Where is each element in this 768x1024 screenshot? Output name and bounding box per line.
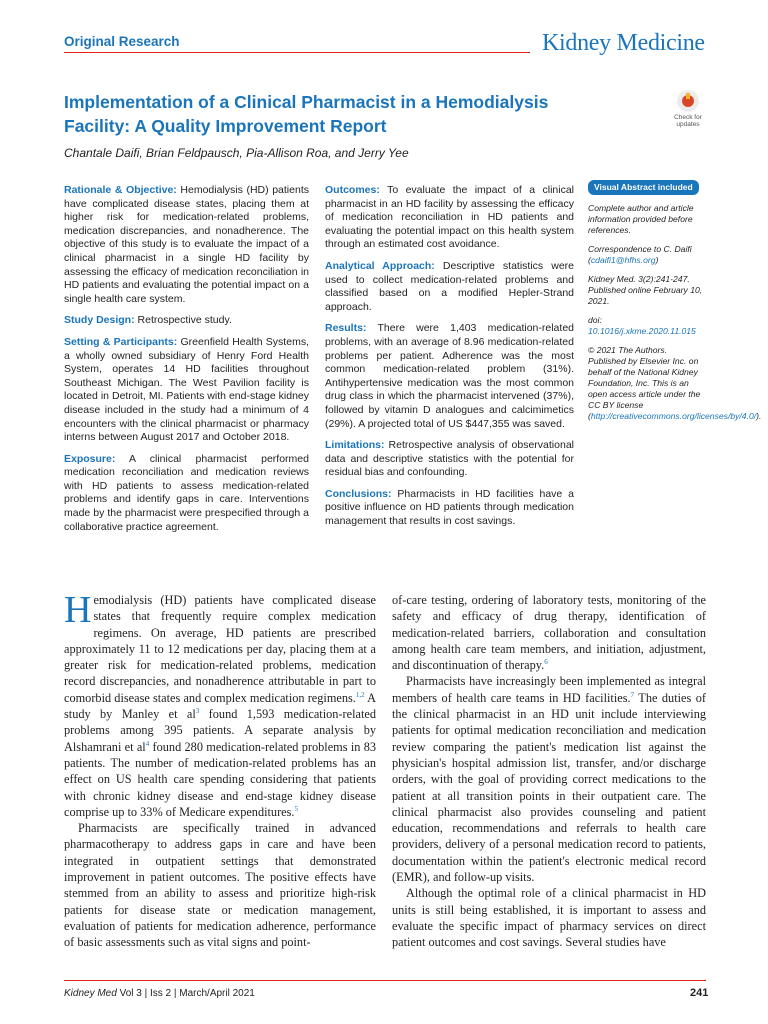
abstract-rationale <box>64 184 309 306</box>
abstract-heading: Conclusions: <box>325 487 392 500</box>
body-text: found 280 medication-related problems in 83 patients. The number of medication-related problems has an effect on US health care spending considering that patients with chronic kidney disease and end-stage kidney disease comprise up to 33% of Medicare expenditures. <box>64 739 376 819</box>
abstract-heading: Rationale & Objective: <box>64 184 177 196</box>
page-number: 241 <box>690 987 709 999</box>
abstract-text: Retrospective study. <box>137 314 232 327</box>
abstract-text: Pharmacists in HD facilities have a positive influence on HD patients through medication management that results in cost savings. <box>325 487 574 528</box>
license-suffix: ). <box>756 411 762 421</box>
correspondence <box>588 244 704 266</box>
body-paragraph <box>392 592 706 673</box>
abstract-column-left <box>64 184 309 542</box>
article-title: Implementation of a Clinical Pharmacist in a Hemodialysis Facility: A Quality Improvement Report <box>64 92 549 136</box>
body-column-right <box>392 592 706 951</box>
check-for-updates-badge[interactable] <box>670 90 706 126</box>
doi-prefix: doi: <box>588 315 602 325</box>
body-text: The duties of the clinical pharmacist in an HD unit include interviewing patients for optimal medication reconciliation and medication review comparing the patient's medication list against the physician's hospital admission list, transfer, and/or discharge orders, with the goal of providing correct medications to the patient at all transition points in their outpatient care. The clinical pharmacist also provides counseling and patient education, recommendations and referrals to health care providers, delivery of a personal medication record to patients, documentation within the patient's electronic medical record (EMR), and follow-up visits. <box>392 690 706 885</box>
author-list: Chantale Daifi, Brian Feldpausch, Pia-Allison Roa, and Jerry Yee <box>64 146 409 160</box>
section-label: Original Research <box>64 34 180 49</box>
footer-issue: Vol 3 | Iss 2 | March/April 2021 <box>116 988 255 999</box>
drop-cap: H <box>64 589 92 631</box>
body-column-left <box>64 589 376 951</box>
abstract-setting <box>64 336 309 445</box>
reference-link[interactable]: 3 <box>195 706 200 715</box>
abstract-text: Descriptive statistics were used to collect medication-related problems and classified based on a modified Hepler-Strand approach. <box>325 259 574 313</box>
abstract-heading: Results: <box>325 322 367 335</box>
abstract-conclusions <box>325 488 574 529</box>
doi-link[interactable]: 10.1016/j.xkme.2020.11.015 <box>588 326 696 336</box>
abstract-text: There were 1,403 medication-related problems, with an average of 8.96 medication-related problems per patient. Adherence was the most common medication-related problem (31%). Antihypertensive medication was the most common drug class in which the pharmacist intervened (37%), followed by vitamin D analogues and calcimimetics (29%). A projected total of US $447,355 was saved. <box>325 322 574 430</box>
correspondence-prefix: Correspondence to C. Daifi ( <box>588 244 692 265</box>
journal-logo: Kidney Medicine <box>542 30 705 56</box>
article-info-sidebar <box>588 180 762 430</box>
reference-link[interactable]: 4 <box>145 739 150 748</box>
doi <box>588 315 704 337</box>
body-text: found 1,593 medication-related problems among 395 patients. A separate analysis by Alshamrani et al <box>64 707 376 754</box>
abstract-results <box>325 322 574 431</box>
abstract-text: Retrospective analysis of observational data and descriptive statistics with the potential for residual bias and confounding. <box>325 439 574 479</box>
citation-info: Kidney Med. 3(2):241-247. Published online February 10, 2021. <box>588 274 703 306</box>
abstract-heading: Limitations: <box>325 439 385 452</box>
abstract-text: To evaluate the impact of a clinical pharmacist in an HD facility by assessing the efficacy of medication reconciliation in HD patients and evaluating the potential impact on this health system through an estimated cost avoidance. <box>325 184 574 251</box>
license-text: © 2021 The Authors. Published by Elsevier Inc. on behalf of the National Kidney Foundation, Inc. This is an open access article under the CC BY license ( <box>588 345 701 421</box>
abstract-heading: Exposure: <box>64 452 116 465</box>
reference-link[interactable]: 7 <box>630 690 635 699</box>
author-info-note: Complete author and article information provided before references. <box>588 203 694 235</box>
reference-link[interactable]: 1,2 <box>355 690 365 699</box>
abstract-heading: Study Design: <box>64 314 135 327</box>
license-info <box>588 345 762 422</box>
abstract-exposure <box>64 453 309 535</box>
abstract-limitations <box>325 439 574 480</box>
reference-link[interactable]: 6 <box>544 658 548 667</box>
crossmark-icon <box>677 90 699 112</box>
abstract-design <box>64 314 309 328</box>
body-text: of-care testing, ordering of laboratory tests, monitoring of the safety and efficacy of drug therapy, identification of medication-related barriers, collaboration and consultation among health care team members, and initiation, adjustment, and discontinuation of therapy. <box>392 593 706 673</box>
abstract-text: Hemodialysis (HD) patients have complicated disease states, placing them at higher risk for medication-related problems, medication discrepancies, and nonadherence. The objective of this study is to evaluate the impact of a clinical pharmacist in a single HD facility by assessing the efficacy of medication reconciliation in HD patients and evaluating the potential impact on a single health care system. <box>64 184 309 305</box>
body-paragraph <box>64 589 376 820</box>
header-rule <box>64 52 530 53</box>
abstract-heading: Analytical Approach: <box>325 259 435 272</box>
footer-journal: Kidney Med <box>64 988 117 999</box>
body-text: A study by Manley et al <box>64 690 376 722</box>
abstract-column-right <box>325 184 574 537</box>
correspondence-suffix: ) <box>655 255 659 265</box>
abstract-heading: Setting & Participants: <box>64 335 178 348</box>
abstract-text: A clinical pharmacist performed medication reconciliation and medication reviews with HD patients to assess medication-related problems and identify gaps in care. Interventions made by the pharmacist were prespecified through a collaborative practice agreement. <box>64 452 309 533</box>
abstract-text: Greenfield Health Systems, a wholly owned subsidiary of Henry Ford Health System, operates 14 HD facilities throughout Southeast Michigan. The West Pavilion facility is located in Detroit, MI. Patients with end-stage kidney disease included in the study had a minimum of 4 encounters with the clinical pharmacist or pharmacy interns between August 2017 and October 2018. <box>64 335 309 444</box>
visual-abstract-button[interactable]: Visual Abstract included <box>588 180 699 195</box>
license-link[interactable]: http://creativecommons.org/licenses/by/4.0/ <box>590 411 757 421</box>
reference-link[interactable]: 5 <box>294 804 298 813</box>
correspondence-email-link[interactable]: cdaifi1@hfhs.org <box>590 255 656 265</box>
footer-citation <box>64 988 255 999</box>
body-paragraph: Pharmacists are specifically trained in advanced pharmacotherapy to address gaps in care and have been integrated in outpatient settings that demonstrated improvement in patient outcomes. The positive effects have stemmed from an ability to assess and prioritize high-risk patients for disease state or medication management, evaluation of patients for medication adherence, performance of basic assessments such as vital signs and point- <box>64 821 376 950</box>
body-paragraph <box>392 673 706 885</box>
footer-rule <box>64 980 706 981</box>
body-paragraph: Although the optimal role of a clinical pharmacist in HD units is still being established, it is important to assess and evaluate the specific impact of pharmacy services on direct patient outcomes and cost savings. Several studies have <box>392 886 706 950</box>
abstract-heading: Outcomes: <box>325 184 380 196</box>
body-text: emodialysis (HD) patients have complicated disease states that frequently require complex medication regimens. On average, HD patients are prescribed approximately 11 to 12 medications per day, placing them at a greater risk for medication-related problems, medication record discrepancies, and nonadherence attributable in part to comorbid disease states and complex medication regimens. <box>64 593 376 705</box>
crossmark-label: Check for updates <box>674 114 702 128</box>
abstract-analytical <box>325 260 574 314</box>
abstract-outcomes <box>325 184 574 252</box>
body-text: Pharmacists have increasingly been implemented as integral members of health care teams in HD facilities. <box>392 674 706 705</box>
